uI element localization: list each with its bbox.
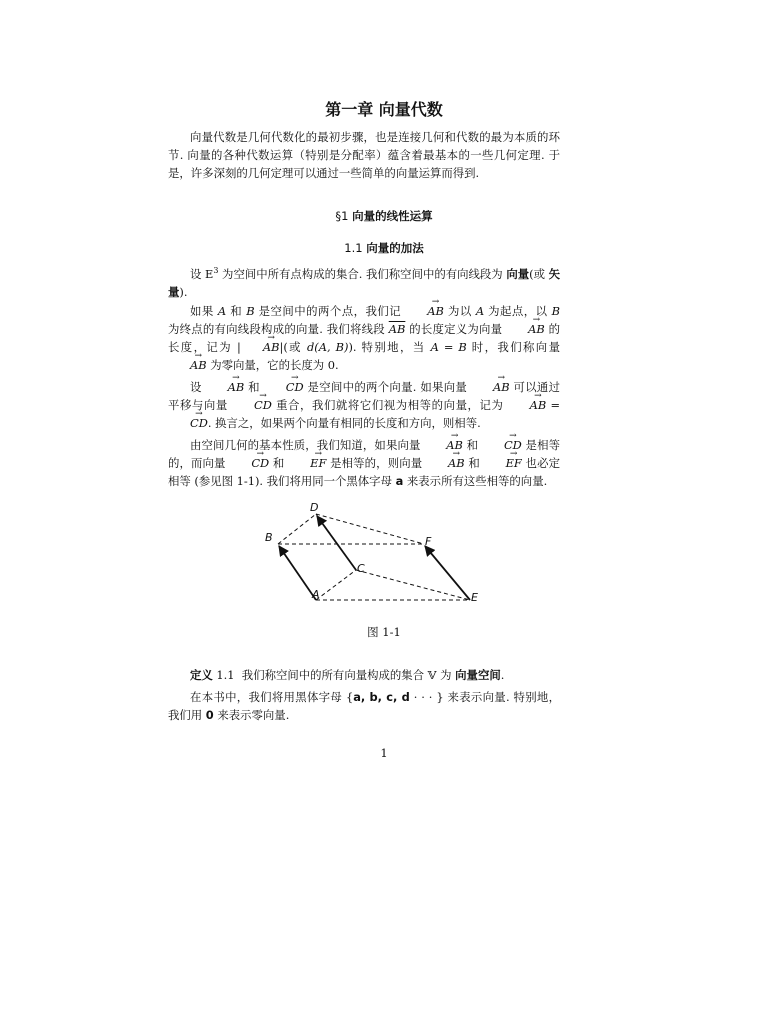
paragraph-5: 在本书中，我们将用黑体字母 {a, b, c, d · · · } 来表示向量. 特别地，我们用 0 来表示零向量. [168,690,560,722]
paragraph-4: 由空间几何的基本性质，我们知道，如果向量 → AB 和 → CD 是相等的，而向量 → CD 和 → EF 是相等的，则向量 → AB 和 → EF 也必定相等 (参见图 1-1). 我们将用同一个黑体字母 a 来表示所有这些相等的向量. [168,436,560,490]
paragraph-2: 如果 A 和 B 是空间中的两个点，我们记 → AB 为以 A 为起点，以 B 为终点的有向线段构成的向量. 我们将线段 $\overline{AB}$ 的长度定义为向量 → AB 的长度，记为 | → AB|(或 d(A, B)). 特别地，当 A = B 时，我们称向量 → AB 为零向量，它的长度为 0. [168,302,560,374]
edge-D-F [316,514,424,544]
label-B: B [265,531,273,544]
chapter-title: 第一章 向量代数 [325,100,443,119]
label-A: A [312,588,320,601]
figure-caption: 图 1-1 [367,625,401,639]
edge-B-D [278,514,316,544]
label-F: F [425,535,432,548]
label-C: C [357,562,365,575]
definition-1-1: 定义 1.1 我们称空间中的所有向量构成的集合 𝕍 为 向量空间. [190,668,505,682]
vector-CD [317,516,356,570]
paragraph-3: 设 → AB 和 → CD 是空间中的两个向量. 如果向量 → AB 可以通过平移与向量 → CD 重合，我们就将它们视为相等的向量，记为 → AB = → CD. 换言之，如果两个向量有相同的长度和方向，则相等. [168,378,560,432]
edge-A-C [316,570,356,600]
edge-C-E [356,570,470,600]
vector-EF [425,546,470,600]
intro-paragraph: 向量代数是几何代数化的最初步骤，也是连接几何和代数的最为本质的环节. 向量的各种代数运算（特别是分配率）蕴含着最基本的一些几何定理. 于是，许多深刻的几何定理可以通过一些简单的向量运算而得到. [168,130,560,180]
subsection-heading: 1.1 向量的加法 [344,241,424,255]
paragraph-1: 设 $E^3$ 为空间中所有点构成的集合. 我们称空间中的有向线段为 向量(或 矢量). [168,266,560,299]
label-D: D [310,501,319,514]
figure-1-1 [256,496,496,612]
vector-AB [279,546,316,600]
section-heading: §1 向量的线性运算 [335,209,433,223]
page-number: 1 [380,746,388,760]
label-E: E [471,591,478,604]
